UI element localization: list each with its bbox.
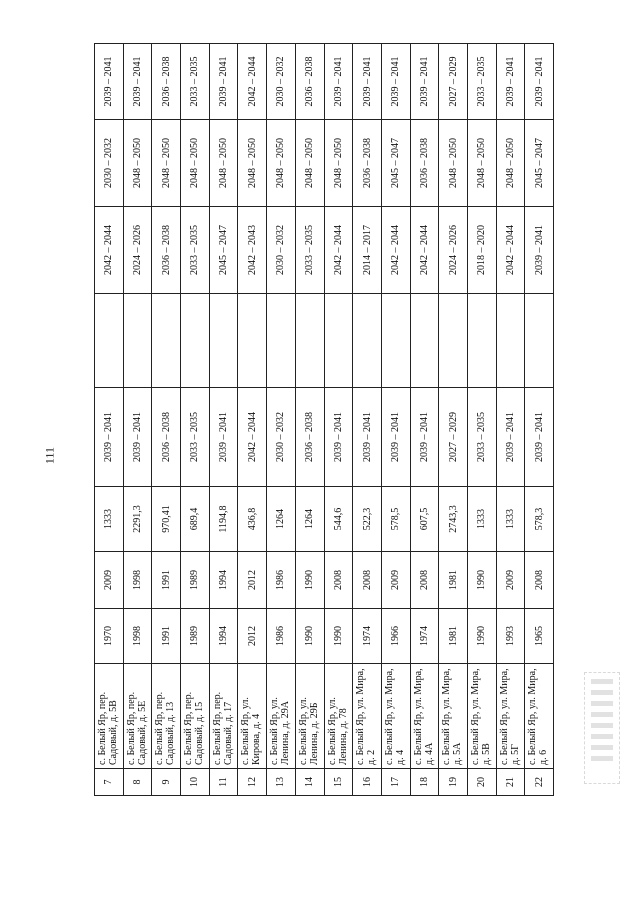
period-d-cell: 2048 – 2050 bbox=[209, 120, 238, 207]
reconstruction-year-cell: 2008 bbox=[324, 552, 353, 609]
period-b-cell bbox=[525, 294, 554, 388]
build-year-cell: 1994 bbox=[209, 609, 238, 664]
reconstruction-year-cell: 1998 bbox=[123, 552, 152, 609]
period-b-cell bbox=[496, 294, 525, 388]
period-e-cell: 2030 – 2032 bbox=[267, 44, 296, 120]
period-c-cell: 2024 – 2026 bbox=[123, 207, 152, 294]
period-c-cell: 2014 – 2017 bbox=[353, 207, 382, 294]
period-e-cell: 2039 – 2041 bbox=[410, 44, 439, 120]
period-a-cell: 2039 – 2041 bbox=[209, 388, 238, 487]
period-e-cell: 2039 – 2041 bbox=[209, 44, 238, 120]
period-d-cell: 2048 – 2050 bbox=[439, 120, 468, 207]
area-cell: 689,4 bbox=[181, 487, 210, 552]
period-b-cell bbox=[238, 294, 267, 388]
reconstruction-year-cell: 1989 bbox=[181, 552, 210, 609]
address-cell: с. Белый Яр, ул. Ленина, д. 29А bbox=[267, 664, 296, 769]
period-a-cell: 2039 – 2041 bbox=[324, 388, 353, 487]
period-c-cell: 2024 – 2026 bbox=[439, 207, 468, 294]
address-cell: с. Белый Яр, ул. Ленина, д. 29Б bbox=[295, 664, 324, 769]
period-c-cell: 2018 – 2020 bbox=[467, 207, 496, 294]
period-b-cell bbox=[324, 294, 353, 388]
address-cell: с. Белый Яр, ул. Мира, д. 5Г bbox=[496, 664, 525, 769]
build-year-cell: 1981 bbox=[439, 609, 468, 664]
area-cell: 1264 bbox=[295, 487, 324, 552]
area-cell: 1194,8 bbox=[209, 487, 238, 552]
period-d-cell: 2036 – 2038 bbox=[410, 120, 439, 207]
period-a-cell: 2039 – 2041 bbox=[95, 388, 124, 487]
table-row bbox=[496, 44, 525, 796]
address-cell: с. Белый Яр, ул. Мира, д. 6 bbox=[525, 664, 554, 769]
row-number-cell: 14 bbox=[295, 769, 324, 796]
period-e-cell: 2039 – 2041 bbox=[324, 44, 353, 120]
period-b-cell bbox=[353, 294, 382, 388]
period-d-cell: 2048 – 2050 bbox=[467, 120, 496, 207]
period-c-cell: 2036 – 2038 bbox=[152, 207, 181, 294]
period-d-cell: 2048 – 2050 bbox=[267, 120, 296, 207]
period-b-cell bbox=[123, 294, 152, 388]
period-c-cell: 2033 – 2035 bbox=[181, 207, 210, 294]
reconstruction-year-cell: 2012 bbox=[238, 552, 267, 609]
period-a-cell: 2027 – 2029 bbox=[439, 388, 468, 487]
period-d-cell: 2048 – 2050 bbox=[238, 120, 267, 207]
area-cell: 1333 bbox=[467, 487, 496, 552]
build-year-cell: 1986 bbox=[267, 609, 296, 664]
period-a-cell: 2039 – 2041 bbox=[381, 388, 410, 487]
period-d-cell: 2048 – 2050 bbox=[181, 120, 210, 207]
table-row bbox=[209, 44, 238, 796]
period-b-cell bbox=[152, 294, 181, 388]
row-number-cell: 21 bbox=[496, 769, 525, 796]
table-row bbox=[439, 44, 468, 796]
period-d-cell: 2030 – 2032 bbox=[95, 120, 124, 207]
build-year-cell: 1993 bbox=[496, 609, 525, 664]
address-cell: с. Белый Яр, ул. Ленина, д. 78 bbox=[324, 664, 353, 769]
address-cell: с. Белый Яр, ул. Мира, д. 4 bbox=[381, 664, 410, 769]
address-cell: с. Белый Яр, ул. Мира, д. 5А bbox=[439, 664, 468, 769]
build-year-cell: 2012 bbox=[238, 609, 267, 664]
period-e-cell: 2039 – 2041 bbox=[123, 44, 152, 120]
row-number-cell: 8 bbox=[123, 769, 152, 796]
row-number-cell: 15 bbox=[324, 769, 353, 796]
period-c-cell: 2039 – 2041 bbox=[525, 207, 554, 294]
period-c-cell: 2045 – 2047 bbox=[209, 207, 238, 294]
period-b-cell bbox=[95, 294, 124, 388]
address-cell: с. Белый Яр, ул. Мира, д. 2 bbox=[353, 664, 382, 769]
period-c-cell: 2042 – 2043 bbox=[238, 207, 267, 294]
reconstruction-year-cell: 2009 bbox=[95, 552, 124, 609]
period-b-cell bbox=[181, 294, 210, 388]
table-row bbox=[353, 44, 382, 796]
row-number-cell: 17 bbox=[381, 769, 410, 796]
period-c-cell: 2042 – 2044 bbox=[410, 207, 439, 294]
period-e-cell: 2039 – 2041 bbox=[95, 44, 124, 120]
period-d-cell: 2045 – 2047 bbox=[381, 120, 410, 207]
period-b-cell bbox=[267, 294, 296, 388]
period-b-cell bbox=[439, 294, 468, 388]
reconstruction-year-cell: 2009 bbox=[496, 552, 525, 609]
period-b-cell bbox=[410, 294, 439, 388]
period-e-cell: 2039 – 2041 bbox=[525, 44, 554, 120]
table-row bbox=[95, 44, 124, 796]
address-cell: с. Белый Яр, ул. Кирова, д. 4 bbox=[238, 664, 267, 769]
period-c-cell: 2042 – 2044 bbox=[381, 207, 410, 294]
row-number-cell: 12 bbox=[238, 769, 267, 796]
period-e-cell: 2033 – 2035 bbox=[181, 44, 210, 120]
period-d-cell: 2048 – 2050 bbox=[496, 120, 525, 207]
period-a-cell: 2039 – 2041 bbox=[123, 388, 152, 487]
area-cell: 1333 bbox=[496, 487, 525, 552]
row-number-cell: 7 bbox=[95, 769, 124, 796]
row-number-cell: 18 bbox=[410, 769, 439, 796]
period-c-cell: 2042 – 2044 bbox=[324, 207, 353, 294]
reconstruction-year-cell: 1991 bbox=[152, 552, 181, 609]
period-e-cell: 2039 – 2041 bbox=[496, 44, 525, 120]
period-d-cell: 2048 – 2050 bbox=[123, 120, 152, 207]
period-a-cell: 2033 – 2035 bbox=[467, 388, 496, 487]
row-number-cell: 16 bbox=[353, 769, 382, 796]
area-cell: 1264 bbox=[267, 487, 296, 552]
table-row bbox=[123, 44, 152, 796]
period-b-cell bbox=[295, 294, 324, 388]
period-a-cell: 2039 – 2041 bbox=[353, 388, 382, 487]
period-d-cell: 2048 – 2050 bbox=[152, 120, 181, 207]
area-cell: 544,6 bbox=[324, 487, 353, 552]
build-year-cell: 1989 bbox=[181, 609, 210, 664]
area-cell: 1333 bbox=[95, 487, 124, 552]
period-d-cell: 2045 – 2047 bbox=[525, 120, 554, 207]
address-cell: с. Белый Яр, ул. Мира, д. 5В bbox=[467, 664, 496, 769]
reconstruction-year-cell: 1981 bbox=[439, 552, 468, 609]
table-row bbox=[267, 44, 296, 796]
area-cell: 436,8 bbox=[238, 487, 267, 552]
period-a-cell: 2039 – 2041 bbox=[525, 388, 554, 487]
period-a-cell: 2036 – 2038 bbox=[152, 388, 181, 487]
row-number-cell: 20 bbox=[467, 769, 496, 796]
address-cell: с. Белый Яр, пер. Садовый, д. 15 bbox=[181, 664, 210, 769]
table-row bbox=[410, 44, 439, 796]
period-d-cell: 2048 – 2050 bbox=[295, 120, 324, 207]
build-year-cell: 1990 bbox=[295, 609, 324, 664]
address-cell: с. Белый Яр, пер. Садовый, д. 5В bbox=[95, 664, 124, 769]
row-number-cell: 10 bbox=[181, 769, 210, 796]
address-cell: с. Белый Яр, пер. Садовый, д. 13 bbox=[152, 664, 181, 769]
area-cell: 970,41 bbox=[152, 487, 181, 552]
area-cell: 2743,3 bbox=[439, 487, 468, 552]
table-row bbox=[525, 44, 554, 796]
period-d-cell: 2048 – 2050 bbox=[324, 120, 353, 207]
row-number-cell: 22 bbox=[525, 769, 554, 796]
table-row bbox=[152, 44, 181, 796]
area-cell: 578,5 bbox=[381, 487, 410, 552]
period-c-cell: 2033 – 2035 bbox=[295, 207, 324, 294]
build-year-cell: 1990 bbox=[324, 609, 353, 664]
period-c-cell: 2042 – 2044 bbox=[95, 207, 124, 294]
table-row bbox=[181, 44, 210, 796]
period-c-cell: 2030 – 2032 bbox=[267, 207, 296, 294]
build-year-cell: 1970 bbox=[95, 609, 124, 664]
period-e-cell: 2036 – 2038 bbox=[295, 44, 324, 120]
area-cell: 2291,3 bbox=[123, 487, 152, 552]
page-number: 111 bbox=[42, 446, 57, 465]
build-year-cell: 1998 bbox=[123, 609, 152, 664]
period-a-cell: 2039 – 2041 bbox=[496, 388, 525, 487]
build-year-cell: 1965 bbox=[525, 609, 554, 664]
reconstruction-year-cell: 2009 bbox=[381, 552, 410, 609]
address-cell: с. Белый Яр, пер. Садовый, д. 17 bbox=[209, 664, 238, 769]
area-cell: 522,3 bbox=[353, 487, 382, 552]
period-a-cell: 2033 – 2035 bbox=[181, 388, 210, 487]
period-c-cell: 2042 – 2044 bbox=[496, 207, 525, 294]
period-a-cell: 2030 – 2032 bbox=[267, 388, 296, 487]
period-b-cell bbox=[467, 294, 496, 388]
reconstruction-year-cell: 1990 bbox=[295, 552, 324, 609]
period-e-cell: 2039 – 2041 bbox=[353, 44, 382, 120]
reconstruction-year-cell: 1990 bbox=[467, 552, 496, 609]
period-a-cell: 2042 – 2044 bbox=[238, 388, 267, 487]
period-e-cell: 2036 – 2038 bbox=[152, 44, 181, 120]
period-d-cell: 2036 – 2038 bbox=[353, 120, 382, 207]
period-e-cell: 2033 – 2035 bbox=[467, 44, 496, 120]
table-row bbox=[295, 44, 324, 796]
build-year-cell: 1974 bbox=[353, 609, 382, 664]
row-number-cell: 13 bbox=[267, 769, 296, 796]
table-row bbox=[381, 44, 410, 796]
period-e-cell: 2042 – 2044 bbox=[238, 44, 267, 120]
reconstruction-year-cell: 1994 bbox=[209, 552, 238, 609]
table-row bbox=[238, 44, 267, 796]
reconstruction-year-cell: 2008 bbox=[525, 552, 554, 609]
reconstruction-year-cell: 1986 bbox=[267, 552, 296, 609]
build-year-cell: 1974 bbox=[410, 609, 439, 664]
reconstruction-year-cell: 2008 bbox=[410, 552, 439, 609]
period-a-cell: 2036 – 2038 bbox=[295, 388, 324, 487]
table-row bbox=[467, 44, 496, 796]
build-year-cell: 1990 bbox=[467, 609, 496, 664]
period-a-cell: 2039 – 2041 bbox=[410, 388, 439, 487]
stamp-mark bbox=[584, 672, 620, 784]
build-year-cell: 1991 bbox=[152, 609, 181, 664]
rotated-table bbox=[94, 44, 582, 796]
reconstruction-year-cell: 2008 bbox=[353, 552, 382, 609]
period-b-cell bbox=[381, 294, 410, 388]
row-number-cell: 9 bbox=[152, 769, 181, 796]
period-e-cell: 2027 – 2029 bbox=[439, 44, 468, 120]
row-number-cell: 19 bbox=[439, 769, 468, 796]
row-number-cell: 11 bbox=[209, 769, 238, 796]
table-row bbox=[324, 44, 353, 796]
area-cell: 607,5 bbox=[410, 487, 439, 552]
period-b-cell bbox=[209, 294, 238, 388]
address-cell: с. Белый Яр, пер. Садовый, д. 5Е bbox=[123, 664, 152, 769]
table-body bbox=[95, 44, 554, 796]
build-year-cell: 1966 bbox=[381, 609, 410, 664]
data-table bbox=[94, 43, 554, 796]
area-cell: 578,3 bbox=[525, 487, 554, 552]
address-cell: с. Белый Яр, ул. Мира, д. 4А bbox=[410, 664, 439, 769]
period-e-cell: 2039 – 2041 bbox=[381, 44, 410, 120]
table-container bbox=[94, 44, 582, 796]
